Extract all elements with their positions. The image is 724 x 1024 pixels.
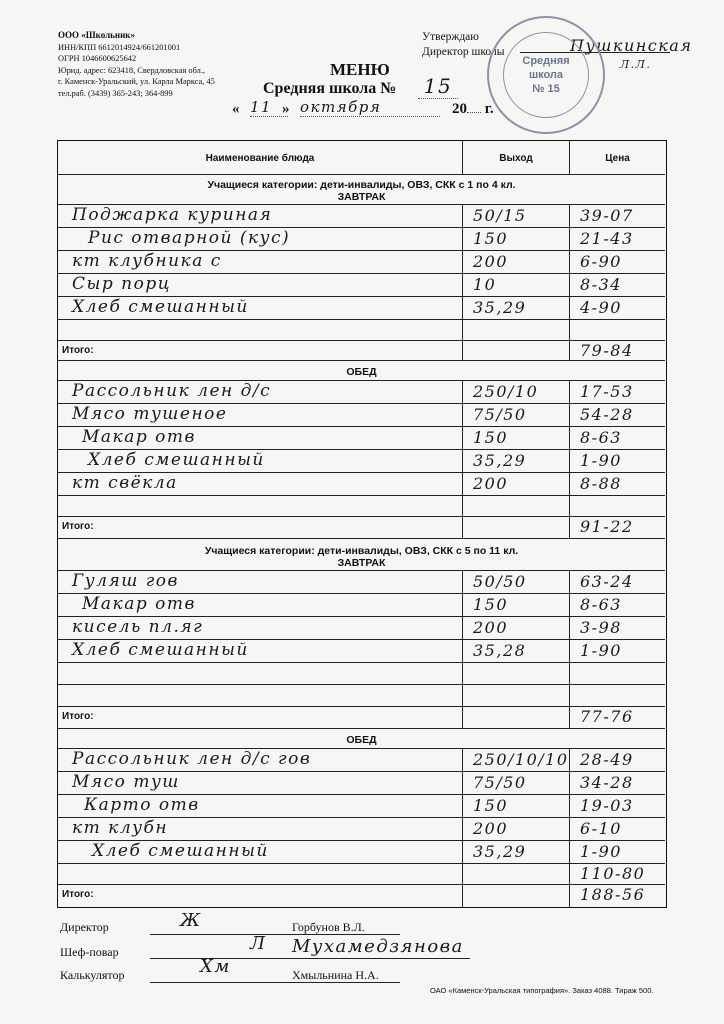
chef-label: Шеф-повар — [60, 945, 119, 959]
dish-name: Сыр порц — [72, 274, 172, 294]
dish-output: 250/10 — [473, 382, 539, 401]
dish-output: 200 — [473, 252, 509, 271]
dish-price: 39-07 — [580, 206, 634, 225]
section-meal: ОБЕД — [346, 734, 377, 746]
dish-name: Хлеб смешанный — [88, 450, 265, 470]
section-header — [58, 175, 665, 205]
total-value: 91-22 — [580, 517, 634, 536]
dish-output: 200 — [473, 819, 509, 838]
dish-price: 8-63 — [580, 595, 622, 614]
org-name: ООО «Школьник» — [58, 30, 135, 40]
table-row — [58, 640, 665, 663]
total-row — [58, 885, 665, 907]
col-price-header: Цена — [605, 153, 630, 164]
table-row-empty — [58, 663, 665, 685]
dish-output: 150 — [473, 796, 509, 815]
dish-name: кт клубн — [72, 818, 169, 838]
table-row — [58, 841, 665, 864]
section-meal: ОБЕД — [346, 366, 377, 378]
section-meal: ЗАВТРАК — [337, 191, 386, 203]
dish-name: Рассольник лен д/с гов — [72, 749, 312, 769]
org-phone: тел.раб. (3439) 365-243; 364-899 — [58, 88, 173, 98]
total-value: 79-84 — [580, 341, 634, 360]
table-row — [58, 772, 665, 795]
calc-name: Хмыльнина Н.А. — [292, 968, 379, 982]
dish-name: Макар отв — [82, 427, 196, 447]
dish-price: 1-90 — [580, 451, 622, 470]
table-row — [58, 473, 665, 496]
table-row — [58, 228, 665, 251]
date-month: октября — [300, 98, 440, 117]
approve-position: Директор школы — [422, 46, 505, 58]
total-label: Итого: — [62, 889, 94, 900]
school-label: Средняя школа № — [263, 80, 397, 97]
section-header — [58, 539, 665, 571]
dish-output: 50/50 — [473, 572, 527, 591]
calc-label: Калькулятор — [60, 968, 125, 982]
dish-price: 110-80 — [580, 864, 646, 883]
chef-signature: Л — [250, 933, 267, 954]
dish-price: 21-43 — [580, 229, 634, 248]
section-header — [58, 729, 665, 749]
dish-output: 10 — [473, 275, 497, 294]
dish-name: Карто отв — [84, 795, 200, 815]
dish-price: 54-28 — [580, 405, 634, 424]
total-row — [58, 517, 665, 539]
org-inn: ИНН/КПП 6612014924/661201001 — [58, 42, 181, 52]
table-row — [58, 251, 665, 274]
table-row-empty — [58, 685, 665, 707]
section-header — [58, 361, 665, 381]
table-row — [58, 594, 665, 617]
dish-price: 28-49 — [580, 750, 634, 769]
table-row — [58, 205, 665, 228]
table-row — [58, 427, 665, 450]
school-stamp — [484, 16, 605, 134]
dish-price: 63-24 — [580, 572, 634, 591]
dish-name: кисель пл.яг — [72, 617, 204, 637]
chef-name: Мухамедзянова — [292, 936, 464, 957]
chef-signature-line — [150, 958, 470, 959]
table-row — [58, 274, 665, 297]
dish-price: 8-34 — [580, 275, 622, 294]
total-value: 188-56 — [580, 885, 646, 904]
page-title: МЕНЮ — [330, 60, 390, 79]
dish-price: 19-03 — [580, 796, 634, 815]
approve-label: Утверждаю — [422, 31, 479, 43]
dish-output: 150 — [473, 428, 509, 447]
total-row — [58, 707, 665, 729]
dish-price: 6-10 — [580, 819, 622, 838]
date-year — [452, 101, 494, 118]
section-category: Учащиеся категории: дети-инвалиды, ОВЗ, СКК с 1 по 4 кл. — [207, 179, 516, 191]
table-row — [58, 297, 665, 320]
dish-name: кт свёкла — [72, 473, 178, 493]
date-day: 11 — [250, 98, 288, 117]
dish-output: 50/15 — [473, 206, 527, 225]
director-signature: Ж — [180, 910, 202, 931]
dish-output: 35,29 — [473, 298, 527, 317]
stamp-line-1: Средняя — [522, 55, 570, 67]
org-ogrn: ОГРН 1046600625642 — [58, 54, 137, 64]
table-row — [58, 864, 665, 885]
stamp-line-2: школа — [528, 69, 564, 81]
dish-price: 1-90 — [580, 842, 622, 861]
dish-price: 4-90 — [580, 298, 622, 317]
year-suffix: г. — [484, 101, 494, 117]
dish-output: 250/10/10 — [473, 750, 569, 769]
section-category: Учащиеся категории: дети-инвалиды, ОВЗ, СКК с 5 по 11 кл. — [204, 545, 519, 557]
table-row — [58, 795, 665, 818]
calc-signature: Хм — [200, 956, 231, 977]
org-address-1: Юрид. адрес: 623418, Свердловская обл., — [58, 65, 206, 75]
org-address-2: г. Каменск-Уральский, ул. Карла Маркса, 45 — [58, 77, 215, 87]
dish-name: Хлеб смешанный — [72, 297, 249, 317]
menu-table — [57, 140, 667, 908]
dish-name: Рассольник лен д/с — [72, 381, 272, 401]
section-meal: ЗАВТРАК — [337, 557, 386, 569]
total-row — [58, 341, 665, 361]
table-row — [58, 818, 665, 841]
organization-info — [58, 30, 215, 100]
dish-output: 150 — [473, 229, 509, 248]
dish-name: Поджарка куриная — [72, 205, 273, 225]
approve-initials: Л.Л. — [620, 58, 652, 71]
dish-name: Хлеб смешанный — [92, 841, 269, 861]
dish-price: 8-88 — [580, 474, 622, 493]
table-row — [58, 450, 665, 473]
dish-name: Мясо тушеное — [72, 404, 228, 424]
dish-output: 75/50 — [473, 405, 527, 424]
dish-output: 35,28 — [473, 641, 527, 660]
dish-name: Макар отв — [82, 594, 196, 614]
dish-price: 1-90 — [580, 641, 622, 660]
table-row — [58, 749, 665, 772]
dish-price: 8-63 — [580, 428, 622, 447]
dish-output: 200 — [473, 474, 509, 493]
col-dish-header: Наименование блюда — [205, 153, 315, 164]
total-label: Итого: — [62, 345, 94, 356]
school-number: 15 — [418, 74, 458, 99]
year-prefix: 20 — [452, 101, 467, 117]
table-row — [58, 617, 665, 640]
dish-name: Хлеб смешанный — [72, 640, 249, 660]
dish-name: Рис отварной (кус) — [88, 228, 291, 248]
dish-price: 3-98 — [580, 618, 622, 637]
table-header-row — [58, 141, 665, 175]
stamp-line-3: № 15 — [532, 83, 560, 95]
col-output-header: Выход — [499, 153, 533, 164]
table-row — [58, 404, 665, 427]
printer-info: ОАО «Каменск-Уральская типография». Заказ 4088. Тираж 500. — [430, 986, 654, 995]
director-label: Директор — [60, 920, 109, 934]
director-name: Горбунов В.Л. — [292, 920, 365, 934]
approve-signature: Пушкинская — [570, 36, 693, 55]
dish-name: Гуляш гов — [72, 571, 179, 591]
total-label: Итого: — [62, 711, 94, 722]
dish-name: Мясо туш — [72, 772, 180, 792]
dish-output: 35,29 — [473, 842, 527, 861]
table-row-empty — [58, 496, 665, 517]
dish-price: 17-53 — [580, 382, 634, 401]
dish-output: 35,29 — [473, 451, 527, 470]
director-signature-line — [150, 934, 400, 935]
total-value: 77-76 — [580, 707, 634, 726]
table-row — [58, 571, 665, 594]
dish-output: 75/50 — [473, 773, 527, 792]
dish-output: 200 — [473, 618, 509, 637]
dish-name: кт клубника с — [72, 251, 222, 271]
calc-signature-line — [150, 982, 400, 983]
table-row — [58, 381, 665, 404]
table-row-empty — [58, 320, 665, 341]
dish-price: 6-90 — [580, 252, 622, 271]
dish-price: 34-28 — [580, 773, 634, 792]
total-label: Итого: — [62, 521, 94, 532]
dish-output: 150 — [473, 595, 509, 614]
